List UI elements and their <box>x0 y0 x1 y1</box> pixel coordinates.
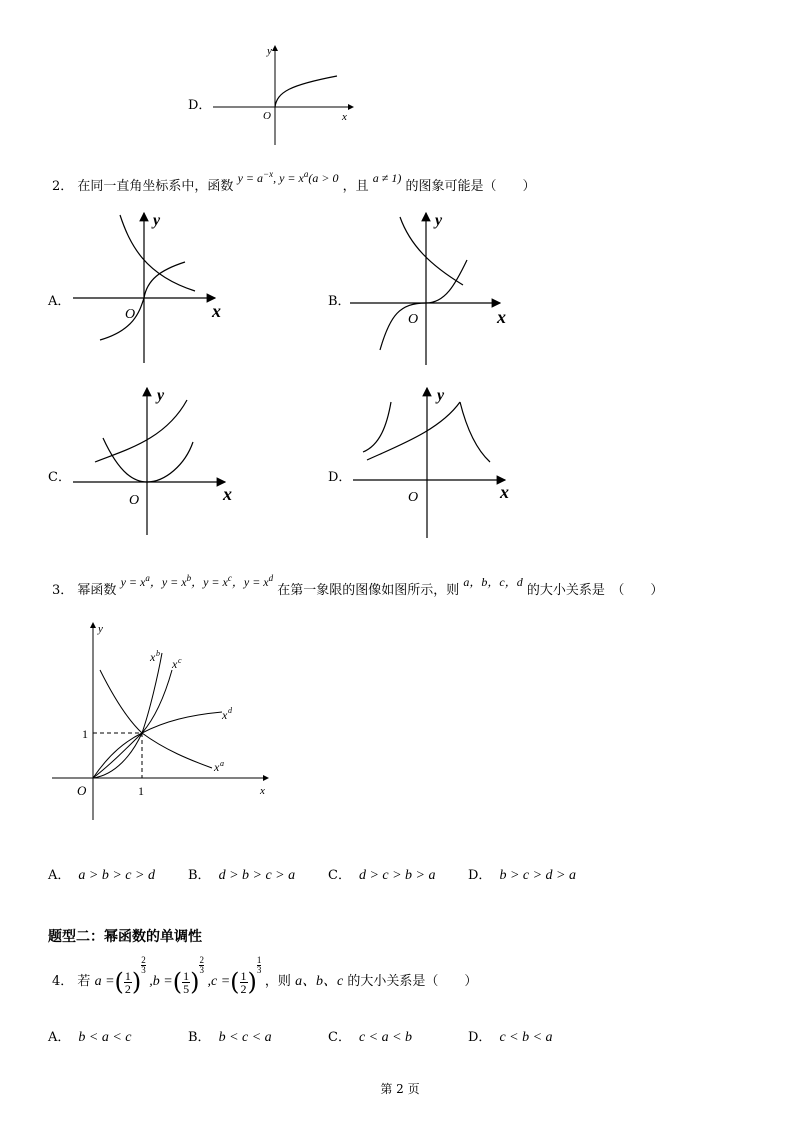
q2-option-b-graph <box>345 205 520 370</box>
origin-label: O <box>125 307 136 322</box>
q2-math-2: a ≠ 1) <box>372 171 402 185</box>
q2-text-before: 在同一直角坐标系中，函数 <box>77 179 234 194</box>
q2-text-after: 的图象可能是（ ） <box>405 179 536 194</box>
y-label: y <box>153 212 161 229</box>
y-label: y <box>267 45 272 57</box>
q4-option-b-label: B． <box>188 1030 211 1045</box>
q2-option-d-label: D． <box>328 470 352 485</box>
q3-text-before: 幂函数 <box>77 583 117 598</box>
q3-math: $y = x^a$，$y = x^b$，$y = x^c$，$y = x^d$ <box>120 573 274 589</box>
q3-option-a[interactable] <box>48 864 155 884</box>
curve <box>275 76 337 107</box>
section-heading: 题型二：幂函数的单调性 <box>48 929 202 945</box>
q2-option-c-graph <box>65 380 240 540</box>
q3-option-b-label: B． <box>188 868 211 883</box>
power-curve <box>103 438 193 482</box>
x-label: x <box>342 111 347 123</box>
q4-option-b-value: b < c < a <box>218 1030 272 1045</box>
q3-option-c-value: d > c > b > a <box>358 868 436 883</box>
q4-option-a-value: b < a < c <box>78 1030 132 1045</box>
q3-option-c-label: C． <box>328 868 351 883</box>
curve-a-base: x <box>214 760 220 774</box>
y-label: y <box>157 387 165 404</box>
q3-option-d-value: b > c > d > a <box>499 868 576 883</box>
curve-d-sup: d <box>228 706 232 715</box>
q3-number: 3． <box>52 583 74 598</box>
q3-stem <box>52 573 664 598</box>
q4-stem <box>52 955 478 996</box>
q4-option-d[interactable] <box>468 1026 553 1046</box>
curve-b <box>93 653 162 778</box>
curve-d <box>93 712 222 778</box>
q3-graph <box>50 615 290 830</box>
q4-vars: a、b、c <box>295 974 344 990</box>
origin-label: O <box>77 783 87 798</box>
y-label: y <box>98 623 103 635</box>
origin-label: O <box>263 110 271 122</box>
power-curve <box>100 262 185 340</box>
q4-option-d-label: D． <box>468 1030 492 1045</box>
y-label: y <box>437 387 445 404</box>
q4-text-before: 若 <box>77 974 91 990</box>
q4-option-c-value: c < a < b <box>358 1030 413 1045</box>
q3-option-b[interactable] <box>188 864 295 884</box>
q3-vars: a，b，c，d <box>463 575 523 589</box>
curve-c-sup: c <box>178 656 182 665</box>
power-curve <box>380 260 467 350</box>
curve-b-base: x <box>150 650 156 664</box>
q2-option-a-label: A． <box>48 294 71 309</box>
curve-c-base: x <box>172 657 178 671</box>
q3-option-c[interactable] <box>328 864 436 884</box>
curve-b-sup: b <box>156 649 160 658</box>
power-curve-left <box>363 402 391 452</box>
q2-stem <box>52 169 536 194</box>
exp-curve <box>400 217 463 285</box>
q3-text-after: 的大小关系是 （ ） <box>526 583 664 598</box>
q4-option-b[interactable] <box>188 1026 272 1046</box>
tick-y-1: 1 <box>82 727 88 741</box>
q3-option-a-value: a > b > c > d <box>78 868 155 883</box>
exp-curve <box>95 400 187 462</box>
origin-label: O <box>408 490 419 505</box>
q2-option-a-graph <box>65 205 240 370</box>
power-curve-right <box>460 402 490 462</box>
q4-option-c[interactable] <box>328 1026 412 1046</box>
q4-text-after: 的大小关系是（ ） <box>347 974 478 990</box>
q4-number: 4． <box>52 974 74 990</box>
q2-option-d-graph <box>345 380 520 540</box>
q1-option-d-label: D． <box>188 98 212 113</box>
origin-label: O <box>129 493 140 508</box>
q3-option-a-label: A． <box>48 868 71 883</box>
q2-text-mid: ，且 <box>342 179 369 194</box>
q2-number: 2． <box>52 179 74 194</box>
q3-option-d-label: D． <box>468 868 492 883</box>
q4-option-a[interactable] <box>48 1026 132 1046</box>
curve-d-base: x <box>222 708 228 722</box>
q3-text-mid: 在第一象限的图像如图所示，则 <box>277 583 460 598</box>
q4-option-d-value: c < b < a <box>499 1030 553 1045</box>
exp-curve <box>367 402 460 460</box>
curve-a-sup: a <box>220 759 224 768</box>
x-label: x <box>497 307 506 327</box>
q4-math: a =( $\frac{1}{2}$ ) $\frac{2}{3}$ ,b =( $\frac{1}{5}$ ) $\frac{2}{3}$ ,c =( $\frac{1}{2}$ ) $\frac{1}{3}$ <box>94 955 262 996</box>
page-footer: 第 2 页 <box>380 1082 420 1096</box>
x-label: x <box>260 785 265 797</box>
q4-option-c-label: C． <box>328 1030 351 1045</box>
y-label: y <box>435 212 443 229</box>
x-label: x <box>500 482 509 502</box>
q3-option-d[interactable] <box>468 864 576 884</box>
q1-option-d-graph <box>205 40 365 150</box>
origin-label: O <box>408 312 419 327</box>
q2-math-1: $y = a^{-x}$, $y = x^a(a > 0$ <box>237 169 339 185</box>
q4-text-mid: ，则 <box>264 974 291 990</box>
q2-option-b-label: B． <box>328 294 351 309</box>
q4-option-a-label: A． <box>48 1030 71 1045</box>
q3-option-b-value: d > b > c > a <box>218 868 296 883</box>
x-label: x <box>223 484 232 504</box>
q2-option-c-label: C． <box>48 470 71 485</box>
x-label: x <box>212 301 221 321</box>
tick-x-1: 1 <box>138 784 144 798</box>
